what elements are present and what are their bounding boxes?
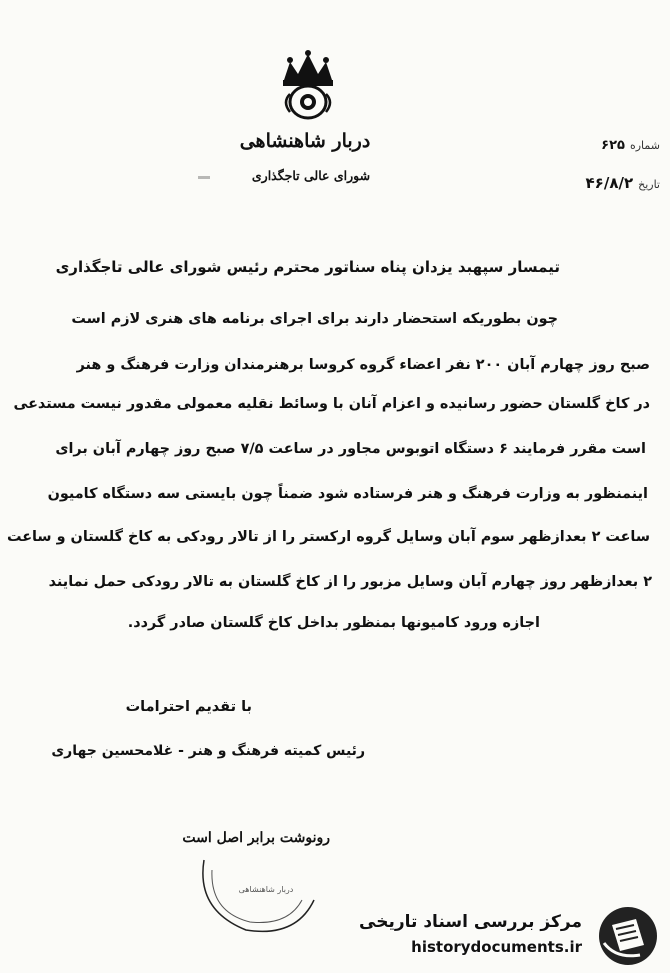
pahlavi-crown-emblem-icon xyxy=(276,50,340,122)
archive-logo-icon xyxy=(596,905,660,967)
salutation: تیمسار سپهبد یزدان پناه سناتور محترم رئیس شورای عالی تاجگذاری xyxy=(55,258,560,276)
date-value: ۴۶/۸/۲ xyxy=(585,174,634,192)
official-stamp xyxy=(176,800,326,940)
signer-name: رئیس کمیته فرهنگ و هنر - غلامحسین جهاری xyxy=(51,743,365,759)
date-label: تاریخ xyxy=(638,178,660,191)
body-line: اینمنظور به وزارت فرهنگ و هنر فرستاده شود ضمناً چون بایستی سه دستگاه کامیون xyxy=(47,486,648,502)
body-line: ساعت ۲ بعدازظهر سوم آبان وسایل گروه ارکستر را از تالار رودکی به کاخ گلستان و ساعت xyxy=(6,529,650,545)
body-line: است مقرر فرمایند ۶ دستگاه اتوبوس مجاور در ساعت ۷/۵ صبح روز چهارم آبان برای xyxy=(55,441,646,457)
number-value: ۶۲۵ xyxy=(601,138,625,153)
body-line: در کاخ گلستان حضور رسانیده و اعزام آنان با وسائط نقلیه معمولی مقدور نیست مستدعی xyxy=(13,396,650,412)
closing-regards: با تقدیم احترامات xyxy=(125,699,252,715)
watermark-url: historydocuments.ir xyxy=(411,938,582,956)
organization-name: دربار شاهنشاهی xyxy=(239,130,371,152)
body-line: ۲ بعدازظهر روز چهارم آبان وسایل مزبور را از کاخ گلستان به تالار رودکی حمل نمایند xyxy=(48,574,652,590)
council-name: شورای عالی تاجگذاری xyxy=(251,168,371,183)
ink-smudge xyxy=(198,176,210,179)
stamp-inner-text: دربار شاهنشاهی xyxy=(238,885,294,894)
certified-copy-note: رونوشت برابر اصل است xyxy=(182,830,330,846)
letter-number xyxy=(601,138,660,153)
letter-date xyxy=(586,174,660,192)
watermark-title: مرکز بررسی اسناد تاریخی xyxy=(359,912,582,932)
number-label: شماره xyxy=(629,139,660,152)
body-line: اجازه ورود کامیونها بمنظور بداخل کاخ گلستان صادر گردد. xyxy=(127,615,540,631)
body-line: چون بطوریکه استحضار دارند برای اجرای برنامه های هنری لازم است xyxy=(71,311,558,327)
body-line: صبح روز چهارم آبان ۲۰۰ نفر اعضاء گروه کروسا برهنرمندان وزارت فرهنگ و هنر xyxy=(76,357,650,373)
